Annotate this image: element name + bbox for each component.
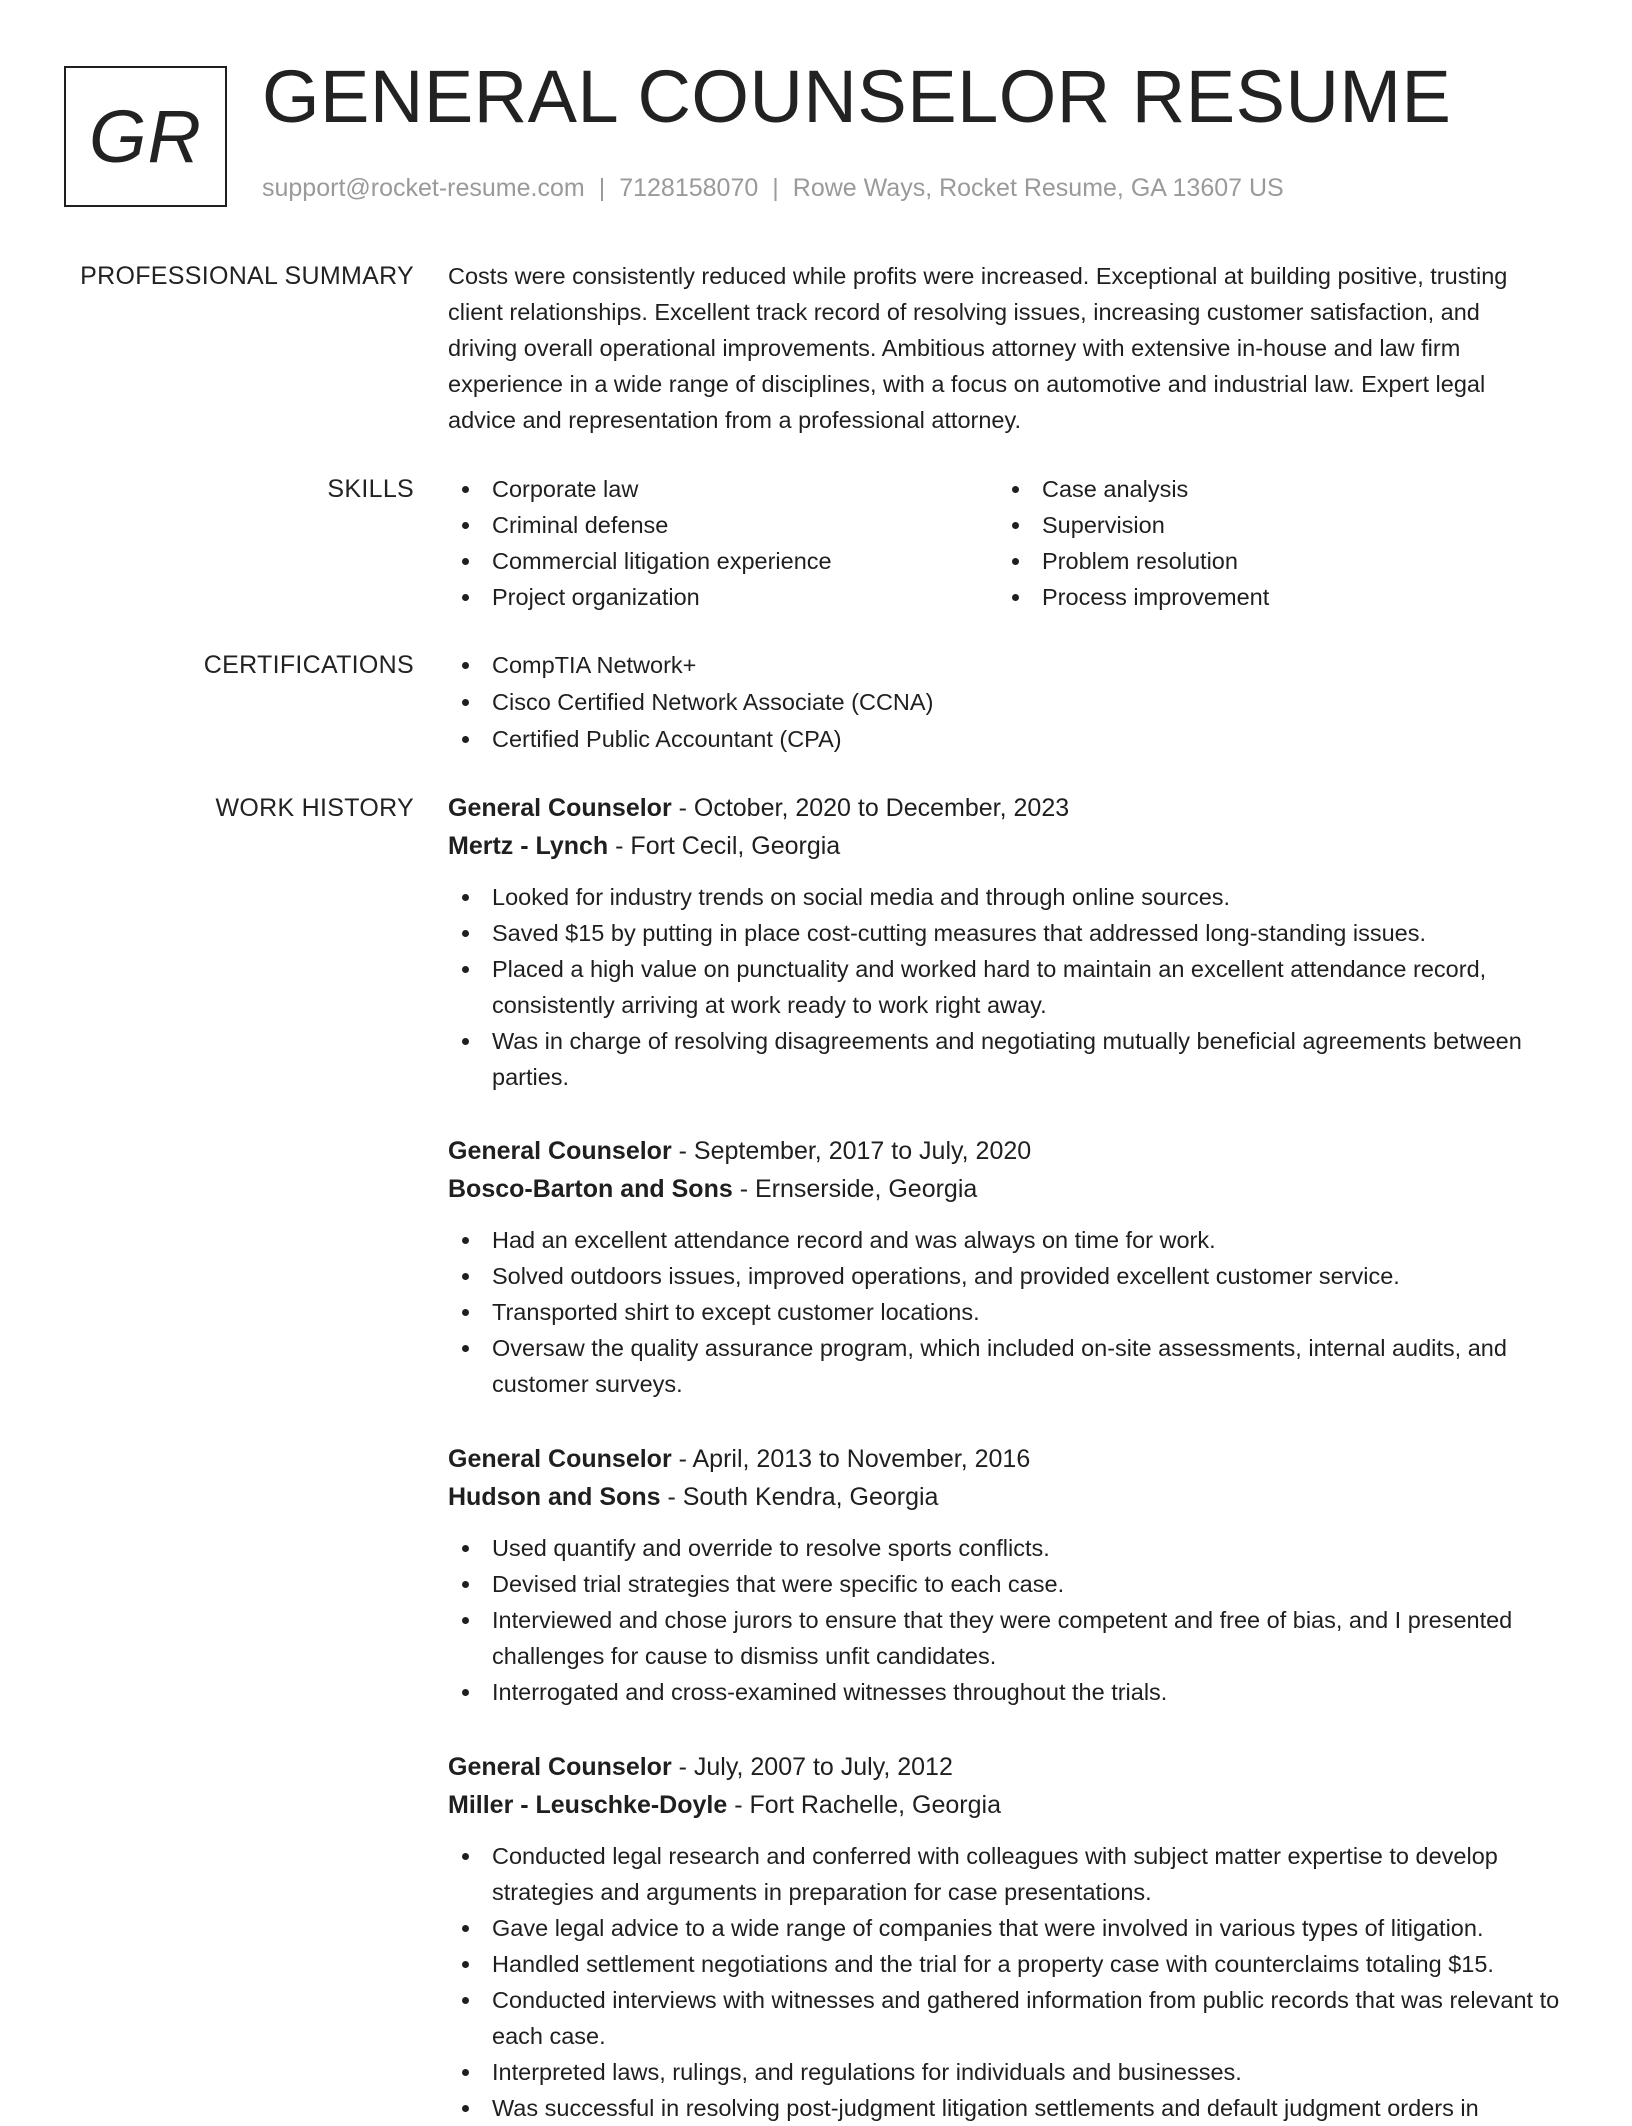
job-dates: - October, 2020 to December, 2023 [671,794,1070,822]
job-title: General Counselor [448,1445,672,1473]
job-bullet: Oversaw the quality assurance program, which included on-site assessments, internal audits, and customer surveys. [448,1330,1588,1402]
skill-item: Criminal defense [448,507,998,543]
skills-list-right [998,471,1548,615]
job-title: General Counselor [448,794,672,822]
job-company: Hudson and Sons [448,1483,661,1511]
job-dates: - September, 2017 to July, 2020 [671,1137,1032,1165]
contact-separator: | [772,174,779,202]
job-title-line [448,1440,1588,1478]
job-bullet: Solved outdoors issues, improved operations, and provided excellent customer service. [448,1258,1588,1294]
certifications-list [448,647,1568,758]
job-bullet: Handled settlement negotiations and the trial for a property case with counterclaims totaling $15. [448,1946,1588,1982]
certification-item: CompTIA Network+ [448,647,1568,684]
job-bullet: Interpreted laws, rulings, and regulations for individuals and businesses. [448,2054,1588,2090]
job-bullet: Looked for industry trends on social media and through online sources. [448,879,1588,915]
skill-item: Project organization [448,579,998,615]
skill-item: Process improvement [998,579,1548,615]
job-entry [448,1132,1588,1402]
job-company: Mertz - Lynch [448,832,609,860]
job-bullet: Saved $15 by putting in place cost-cutting measures that addressed long-standing issues. [448,915,1588,951]
job-company-line [448,1478,1588,1516]
skill-item: Commercial litigation experience [448,543,998,579]
job-bullet: Had an excellent attendance record and was always on time for work. [448,1222,1588,1258]
job-company-line [448,1170,1588,1208]
job-bullet: Transported shirt to except customer locations. [448,1294,1588,1330]
job-bullet: Placed a high value on punctuality and worked hard to maintain an excellent attendance record, consistently arriving at work ready to work right away. [448,951,1588,1023]
skill-item: Corporate law [448,471,998,507]
skills-list-left [448,471,998,615]
job-entry [448,1748,1588,2126]
job-location: - Fort Rachelle, Georgia [727,1791,1001,1819]
section-label-certifications: CERTIFICATIONS [203,651,414,679]
monogram-badge: GR [64,66,227,207]
job-location: - Fort Cecil, Georgia [608,832,841,860]
job-title: General Counselor [448,1137,672,1165]
skill-item: Supervision [998,507,1548,543]
job-company: Miller - Leuschke-Doyle [448,1791,728,1819]
job-bullet: Used quantify and override to resolve sports conflicts. [448,1530,1588,1566]
contact-phone: 7128158070 [619,174,759,202]
job-bullet: Conducted interviews with witnesses and gathered information from public records that was relevant to each case. [448,1982,1588,2054]
job-bullet: Was successful in resolving post-judgment litigation settlements and default judgment orders in [448,2090,1588,2126]
job-bullets [448,879,1588,1095]
job-bullet: Was in charge of resolving disagreements and negotiating mutually beneficial agreements between parties. [448,1023,1588,1095]
section-label-summary: PROFESSIONAL SUMMARY [80,262,414,290]
contact-separator: | [598,174,606,202]
job-bullet: Interrogated and cross-examined witnesses throughout the trials. [448,1674,1588,1710]
job-entry [448,1440,1588,1710]
job-bullets [448,1530,1588,1710]
job-location: - South Kendra, Georgia [660,1483,939,1511]
job-bullet: Gave legal advice to a wide range of companies that were involved in various types of litigation. [448,1910,1588,1946]
contact-email: support@rocket-resume.com [262,174,585,202]
certification-item: Certified Public Accountant (CPA) [448,721,1568,758]
job-company-line [448,1786,1588,1824]
job-location: - Ernserside, Georgia [732,1175,978,1203]
page-title: GENERAL COUNSELOR RESUME [262,55,1452,138]
skill-item: Case analysis [998,471,1548,507]
section-label-work-history: WORK HISTORY [215,794,414,822]
job-title-line [448,789,1588,827]
job-bullet: Devised trial strategies that were specific to each case. [448,1566,1588,1602]
certification-item: Cisco Certified Network Associate (CCNA) [448,684,1568,721]
section-label-skills: SKILLS [327,475,414,503]
job-dates: - April, 2013 to November, 2016 [671,1445,1031,1473]
skill-item: Problem resolution [998,543,1548,579]
contact-address: Rowe Ways, Rocket Resume, GA 13607 US [792,174,1284,202]
job-bullet: Interviewed and chose jurors to ensure that they were competent and free of bias, and I presented challenges for cause to dismiss unfit candidates. [448,1602,1588,1674]
job-entry [448,789,1588,1095]
job-title-line [448,1132,1588,1170]
job-company-line [448,827,1588,865]
summary-text: Costs were consistently reduced while profits were increased. Exceptional at building positive, trusting client relationships. Excellent track record of resolving issues, increasing customer satisfaction, and driving overall operational improvements. Ambitious attorney with extensive in-house and law firm experience in a wide range of disciplines, with a focus on automotive and industrial law. Expert legal advice and representation from a professional attorney. [448,263,1508,433]
job-dates: - July, 2007 to July, 2012 [671,1753,953,1781]
job-company: Bosco-Barton and Sons [448,1175,733,1203]
job-bullets [448,1222,1588,1402]
job-bullet: Conducted legal research and conferred with colleagues with subject matter expertise to develop strategies and arguments in preparation for case presentations. [448,1838,1588,1910]
contact-line [262,174,1284,203]
job-title-line [448,1748,1588,1786]
job-bullets [448,1838,1588,2126]
job-title: General Counselor [448,1753,672,1781]
